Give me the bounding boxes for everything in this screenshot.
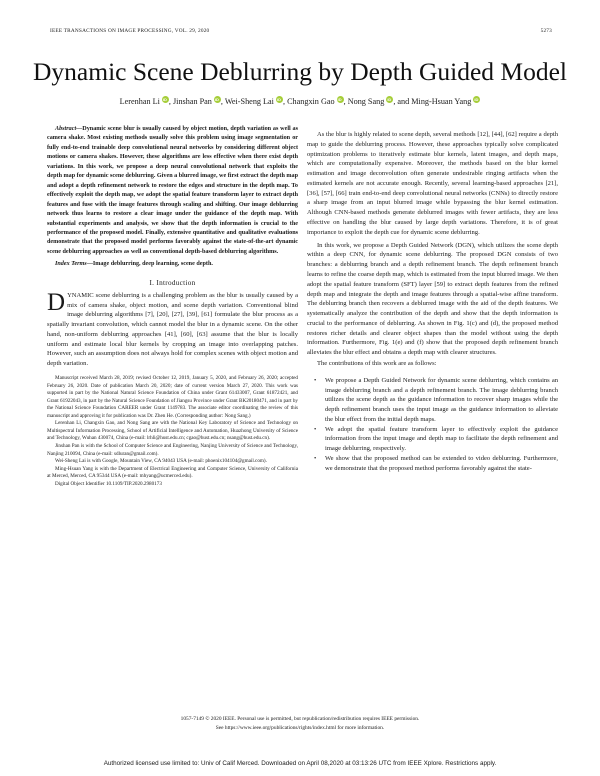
footnotes — [47, 375, 298, 488]
author-list: Lerenhan LiiD , Jinshan PaniD , Wei-Sheng LaiiD , Changxin GaoiD , Nong SangiD , and Ming-Hsuan YangiD — [0, 96, 600, 107]
list-item: • We propose a Depth Guided Network for dynamic scene deblurring, which contains an image deblurring branch and a depth refinement branch. The image deblurring branch utilizes the scene depth as the guidance information to recover sharp images while the depth refinement branch uses the input image as the guidance information to alleviate the blur effect from the initial depth maps. — [325, 376, 558, 425]
page-number: 5273 — [540, 28, 552, 34]
drop-cap: D — [47, 288, 66, 316]
orcid-icon[interactable] — [214, 96, 221, 103]
footnote-affiliation: Wei-Sheng Lai is with Google, Mountain View, CA 94043 USA (e-mail: phoenix104104@gmail.com). — [55, 458, 267, 465]
contribution-list — [307, 376, 558, 474]
footnote-manuscript: Manuscript received March 28, 2019; revised October 12, 2019, January 5, 2020, and February 26, 2020; accepted February 26, 2020. Date of publication March 20, 2020; date of current version March 27, 2020. This work was supported in part by the National Natural Science Foundation of China under Grant 61433007, Grant 61872421, and Grant 61922043, in part by the Natural Science Foundation of Jiangsu Province under Grant BK20180471, and in part by the National Science Foundation CAREER under Grant 1149783. The associate editor coordinating the review of this manuscript and approving it for publication was Dr. Zhen He. (Corresponding author: Nong Sang.) — [47, 375, 298, 419]
author-name: Lerenhan Li — [119, 97, 160, 106]
index-terms: Index Terms—Image deblurring, deep learning, scene depth. — [55, 261, 213, 268]
author-name: Wei-Sheng Lai — [224, 97, 274, 106]
orcid-icon[interactable] — [337, 96, 344, 103]
body-paragraph: The contributions of this work are as follows: — [317, 359, 437, 367]
license-notice: Authorized licensed use limited to: Univ of Calif Merced. Downloaded on April 08,2020 at 03:13:26 UTC from IEEE Xplore. Restrictions apply. — [103, 760, 497, 767]
section-heading: I. Introduction — [149, 278, 196, 287]
running-header: IEEE TRANSACTIONS ON IMAGE PROCESSING, VOL. 29, 2020 — [50, 28, 210, 34]
author-name: Changxin Gao — [287, 97, 335, 106]
orcid-icon[interactable] — [162, 96, 169, 103]
footnote-affiliation: Ming-Hsuan Yang is with the Department of Electrical Engineering and Computer Science, University of California at Merced, Merced, CA 95344 USA (e-mail: mhyang@ucmerced.edu). — [47, 465, 298, 480]
copyright-line: 1057-7149 © 2020 IEEE. Personal use is permitted, but republication/redistribution requires IEEE permission. — [180, 716, 420, 722]
rights-link[interactable]: See https://www.ieee.org/publications/rights/index.html for more information. — [215, 725, 385, 731]
paper-title: Dynamic Scene Deblurring by Depth Guided Model — [33, 57, 567, 86]
footnote-affiliation: Lerenhan Li, Changxin Gao, and Nong Sang are with the National Key Laboratory of Science and Technology on Multispectral Information Processing, School of Artificial Intelligence and Automation, Huazhong University of Science and Technology, Wuhan 430074, China (e-mail: lrhli@hust.edu.cn; cgao@hust.edu.cn; nsang@hust.edu.cn). — [47, 420, 298, 442]
body-paragraph: As the blur is highly related to scene depth, several methods [12], [44], [62] require a depth map to guide the deblurring process. However, these approaches typically solve complicated optimization problems to iteratively estimate blur kernels, latent images, and depth maps, which are computationally expensive. Moreover, the methods based on the blur kernel estimation and image deconvolution often generate undesirable ringing artifacts when the estimated kernels are not accurate enough. Recently, several learning-based approaches [21], [36], [57], [66] train end-to-end deep convolutional neural networks (CNNs) to directly restore a sharp image from an input blurred image while bypassing the blur kernel estimation. Although CNN-based methods generate deblurred images with fewer artifacts, they are less effective on handling the blur caused by large depth variations. Therefore, it is of great importance to exploit the depth cue for dynamic scene deblurring. — [307, 131, 558, 236]
list-item: • We adopt the spatial feature transform layer to effectively exploit the guidance information from the input image and depth map to facilitate the depth refinement and image deblurring, respectively. — [325, 425, 558, 454]
body-paragraph: In this work, we propose a Depth Guided Network (DGN), which utilizes the scene depth within a deep CNN, for dynamic scene deblurring. The proposed DGN consists of two branches: a deblurring branch and a depth refinement branch. The depth refinement branch learns to refine the coarse depth map, which is estimated from the input blurred image. We then adopt the spatial feature transform (SFT) layer [59] to extract depth features from the refined depth map and integrate the depth and image features through a spatial-wise affine transform. The deblurring branch then recovers a deblurred image with the aid of the depth features. We systematically analyze the contribution of the depth and show that the depth information is crucial to the performance of deblurring. As shown in Fig. 1(c) and (d), the proposed method restores richer details and clearer object shapes than the model without using the depth information. Furthermore, Fig. 1(e) and (f) show that the proposed depth refinement branch alleviates the blur effect and obtains a depth map with clearer structures. — [307, 241, 558, 357]
footnote-doi: Digital Object Identifier 10.1109/TIP.2020.2980173 — [55, 480, 162, 487]
right-column — [307, 130, 558, 474]
author-name: Jinshan Pan — [172, 97, 212, 106]
left-column — [47, 125, 298, 488]
list-item: • We show that the proposed method can be extended to video deblurring. Furthermore, we demonstrate that the proposed method performs favorably against the state- — [325, 454, 558, 474]
author-name: Nong Sang — [347, 97, 385, 106]
orcid-icon[interactable] — [276, 96, 283, 103]
footnote-affiliation: Jinshan Pan is with the School of Computer Science and Engineering, Nanjing University of Science and Technology, Nanjing 210094, China (e-mail: sdluran@gmail.com). — [47, 442, 298, 457]
orcid-icon[interactable] — [473, 96, 480, 103]
author-name: and Ming-Hsuan Yang — [397, 97, 472, 106]
abstract: Abstract—Dynamic scene blur is usually caused by object motion, depth variation as well as camera shake. Most existing methods usually solve this problem using image segmentation or fully end-to-end trainable deep convolutional neural networks by considering different object motions or camera shakes. However, these algorithms are less effective when there exist depth variations. In this work, we propose a deep neural convolutional network that exploits the depth map for dynamic scene deblurring. Given a blurred image, we first extract the depth map and adopt a depth refinement network to restore the edges and structure in the depth map. To effectively exploit the depth map, we adopt the spatial feature transform layer to extract depth features and fuse with the image features through scaling and shifting. Our image deblurring network thus learns to restore a clear image under the guidance of the depth map. With substantial experiments and analysis, we show that the depth information is crucial to the performance of the proposed model. Finally, extensive quantitative and qualitative evaluations demonstrate that the proposed model performs favorably against the state-of-the-art dynamic scene deblurring approaches as well as conventional depth-based deblurring algorithms. — [47, 126, 299, 255]
intro-paragraph: DYNAMIC scene deblurring is a challenging problem as the blur is usually caused by a mix of camera shake, object motion, and scene depth variation. Conventional blind image deblurring algorithms [7], [20], [27], [39], [61] formulate the blur process as a spatially invariant convolution, which cannot model the blur in a dynamic scene. On the other hand, non-uniform deblurring approaches [41], [60], [63] assume that the blur is locally uniform and estimate local blur kernels by cropping an image into overlapping patches. However, such an assumption does not always hold for complex scenes with object motion and depth variation. — [47, 288, 298, 368]
abstract-text: Dynamic scene blur is usually caused by object motion, depth variation as well as camera shake. Most existing methods usually solve this problem using image segmentation or fully end-to-end trainable deep convolutional neural networks by considering different object motions or camera shakes. However, these algorithms are less effective when there exist depth variations. In this work, we propose a deep neural convolutional network that exploits the depth map for dynamic scene deblurring. Given a blurred image, we first extract the depth map and adopt a depth refinement network to restore the edges and structure in the depth map. To effectively exploit the depth map, we adopt the spatial feature transform layer to extract depth features and fuse with the image features through scaling and shifting. Our image deblurring network thus learns to restore a clear image under the guidance of the depth map. With substantial experiments and analysis, we show that the depth information is crucial to the performance of the proposed model. Finally, extensive quantitative and qualitative evaluations demonstrate that the proposed model performs favorably against the state-of-the-art dynamic scene deblurring approaches as well as conventional depth-based deblurring algorithms. — [47, 126, 299, 255]
